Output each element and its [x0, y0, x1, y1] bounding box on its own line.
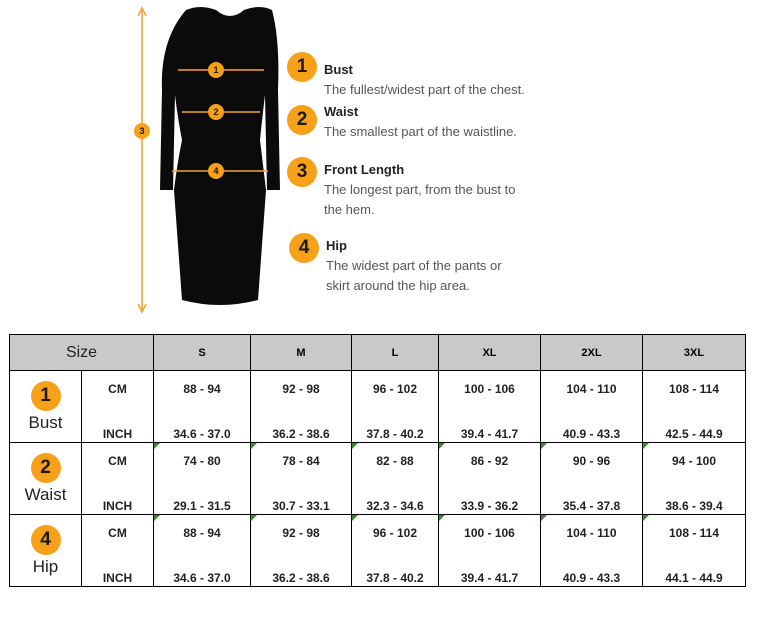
waist-marker: 2: [208, 104, 224, 120]
inch-value: 44.1 - 44.9: [665, 571, 723, 585]
legend-bust-desc: The fullest/widest part of the chest.: [324, 82, 525, 97]
cm-value: 104 - 110: [566, 381, 617, 396]
measurement-cell: [10, 443, 82, 515]
inch-value: 30.7 - 33.1: [272, 499, 330, 513]
legend-length-badge: 3: [287, 157, 317, 187]
cm-value: 96 - 102: [372, 525, 418, 540]
bust-marker: 1: [208, 62, 224, 78]
inch-value: 34.6 - 37.0: [173, 571, 231, 585]
inch-value: 37.8 - 40.2: [366, 571, 424, 585]
unit-cm-label: CM: [108, 381, 127, 396]
cm-value: 78 - 84: [282, 453, 320, 468]
value-cell: [643, 371, 746, 443]
cm-value: 92 - 98: [282, 525, 320, 540]
inch-value: 40.9 - 43.3: [562, 571, 621, 585]
size-col-xl: XL: [439, 335, 541, 371]
unit-cell: [82, 515, 154, 587]
value-cell: [541, 515, 643, 587]
inch-value: 34.6 - 37.0: [173, 427, 231, 441]
cm-value: 104 - 110: [566, 525, 617, 540]
legend-hip-badge: 4: [289, 233, 319, 263]
value-cell: [154, 371, 251, 443]
measurement-cell: [10, 515, 82, 587]
unit-inch-label: INCH: [102, 427, 133, 441]
unit-cell: [82, 371, 154, 443]
inch-value: 29.1 - 31.5: [173, 499, 231, 513]
unit-inch-label: INCH: [102, 499, 133, 513]
measurement-badge: 4: [31, 525, 61, 555]
inch-value: 36.2 - 38.6: [272, 427, 330, 441]
value-cell: [154, 515, 251, 587]
cm-value: 92 - 98: [282, 381, 320, 396]
value-cell: [643, 515, 746, 587]
table-header-row: [10, 335, 746, 371]
value-cell: [352, 515, 439, 587]
inch-value: 39.4 - 41.7: [460, 571, 519, 585]
cm-value: 88 - 94: [183, 525, 221, 540]
dress-shape: [160, 7, 280, 305]
size-col-2xl: 2XL: [541, 335, 643, 371]
value-cell: [154, 443, 251, 515]
value-cell: [251, 515, 352, 587]
table-row: [10, 371, 746, 443]
measurement-name: Bust: [28, 412, 63, 432]
inch-value: 33.9 - 36.2: [460, 499, 519, 513]
cm-value: 96 - 102: [372, 381, 418, 396]
size-col-m: M: [251, 335, 352, 371]
legend-bust-badge: 1: [287, 52, 317, 82]
value-cell: [251, 443, 352, 515]
size-col-l: L: [352, 335, 439, 371]
size-chart-table: [9, 334, 746, 587]
cm-value: 88 - 94: [183, 381, 221, 396]
legend-length-title: Front Length: [324, 162, 405, 177]
value-cell: [251, 371, 352, 443]
cm-value: 94 - 100: [671, 453, 717, 468]
inch-value: 37.8 - 40.2: [366, 427, 424, 441]
table-row: [10, 443, 746, 515]
value-cell: [541, 371, 643, 443]
legend-hip-title: Hip: [326, 238, 347, 253]
unit-cm-label: CM: [108, 453, 127, 468]
value-cell: [439, 515, 541, 587]
unit-cell: [82, 443, 154, 515]
cm-value: 90 - 96: [572, 453, 611, 468]
unit-inch-label: INCH: [102, 571, 133, 585]
legend-hip-desc: The widest part of the pants or skirt around the hip area.: [326, 258, 502, 293]
legend-waist-desc: The smallest part of the waistline.: [324, 124, 517, 139]
size-col-s: S: [154, 335, 251, 371]
measurement-name: Waist: [24, 484, 67, 504]
legend-waist-title: Waist: [324, 104, 359, 119]
value-cell: [439, 443, 541, 515]
value-cell: [352, 443, 439, 515]
legend-bust-title: Bust: [324, 62, 353, 77]
size-col-3xl: 3XL: [643, 335, 746, 371]
legend-length-desc: The longest part, from the bust to the hem.: [324, 182, 516, 217]
inch-value: 36.2 - 38.6: [272, 571, 330, 585]
inch-value: 39.4 - 41.7: [460, 427, 519, 441]
unit-cm-label: CM: [108, 525, 127, 540]
hip-marker: 4: [208, 163, 224, 179]
inch-value: 42.5 - 44.9: [665, 427, 723, 441]
cm-value: 82 - 88: [376, 453, 414, 468]
legend-waist-badge: 2: [287, 105, 317, 135]
value-cell: [352, 371, 439, 443]
value-cell: [439, 371, 541, 443]
cm-value: 74 - 80: [183, 453, 221, 468]
measurement-badge: 1: [31, 381, 61, 411]
cm-value: 100 - 106: [464, 525, 515, 540]
measurement-name: Hip: [32, 556, 59, 576]
measurement-cell: [10, 371, 82, 443]
length-marker: 3: [134, 123, 150, 139]
inch-value: 35.4 - 37.8: [562, 499, 621, 513]
cm-value: 100 - 106: [464, 381, 515, 396]
inch-value: 38.6 - 39.4: [665, 499, 723, 513]
inch-value: 32.3 - 34.6: [366, 499, 424, 513]
value-cell: [643, 443, 746, 515]
inch-value: 40.9 - 43.3: [562, 427, 621, 441]
table-row: [10, 515, 746, 587]
cm-value: 86 - 92: [470, 453, 509, 468]
value-cell: [541, 443, 643, 515]
cm-value: 108 - 114: [668, 525, 720, 540]
cm-value: 108 - 114: [668, 381, 720, 396]
measurement-badge: 2: [31, 453, 61, 483]
size-header: Size: [10, 335, 154, 371]
